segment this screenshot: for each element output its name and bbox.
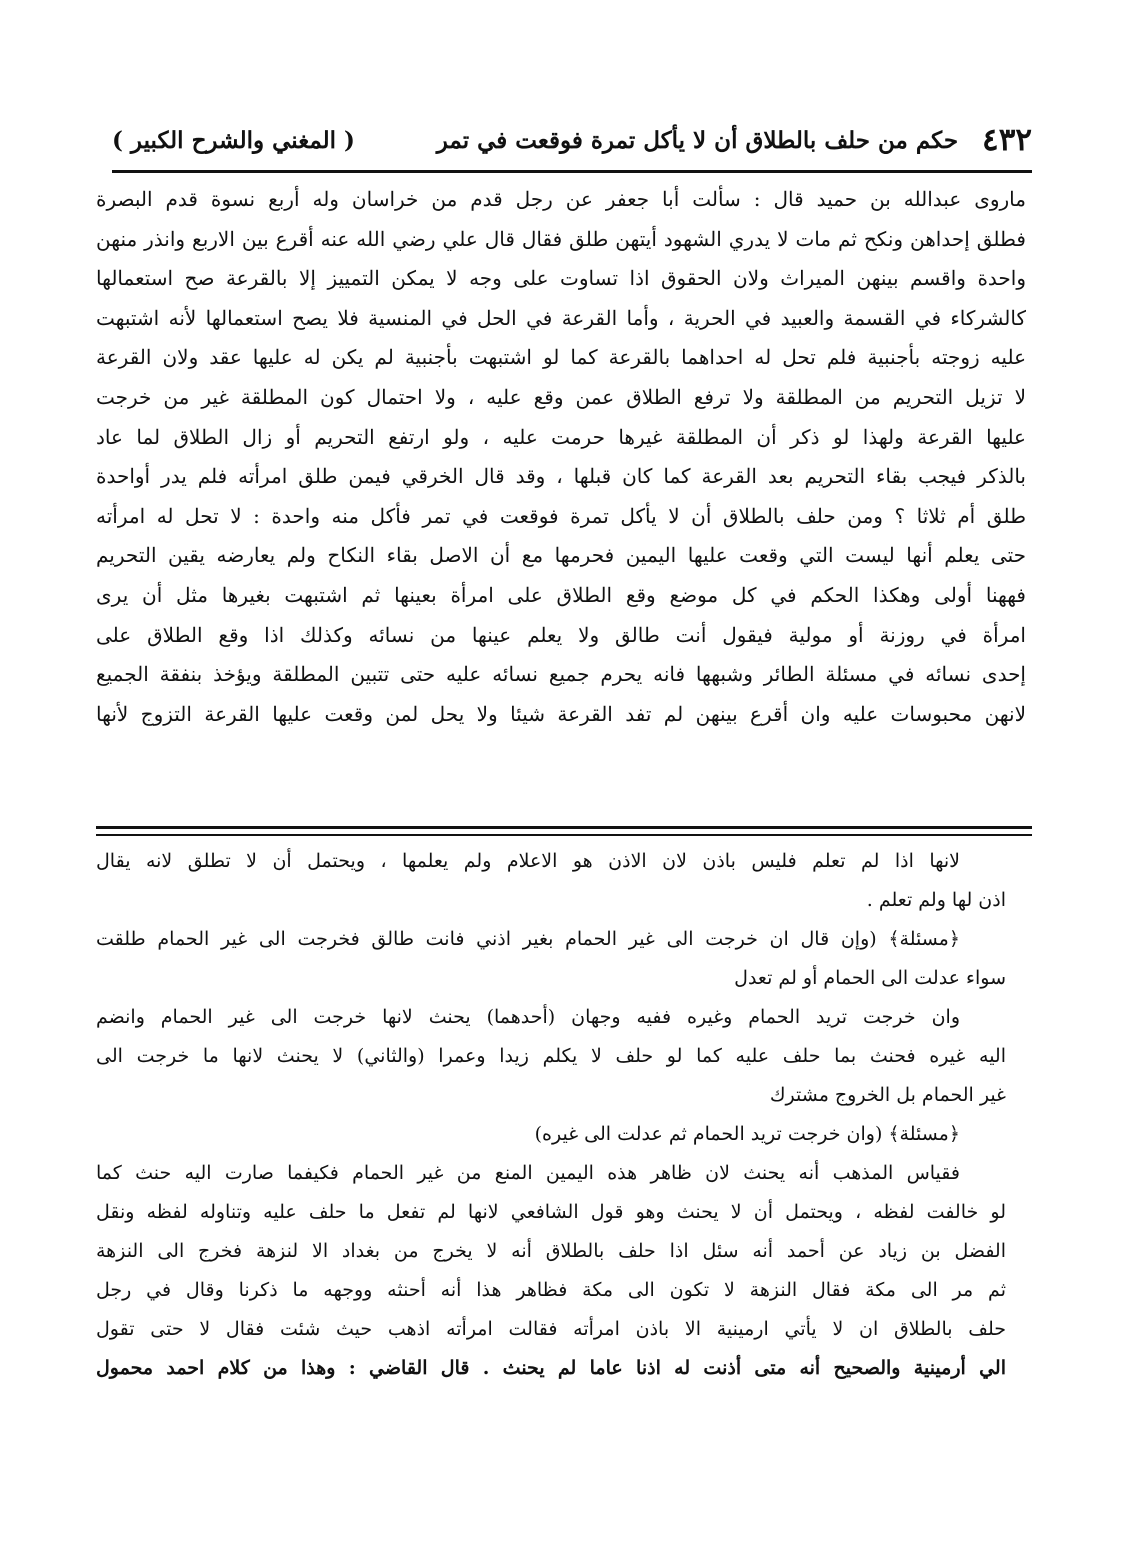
main-line: لا تزيل التحريم من المطلقة ولا ترفع الطلاق عمن وقع عليه ، ولا احتمال كون المطلقة غير من خرجت [96, 384, 1026, 409]
main-line: ماروى عبدالله بن حميد قال : سألت أبا جعفر عن رجل قدم من خراسان وله أربع نسوة قدم البصرة [96, 187, 1026, 211]
commentary-line: اليه غيره فحنث بما حلف عليه كما لو حلف لا يكلم زيدا وعمرا (والثاني) لا يحنث لانها ما خرجت الى [96, 1045, 1006, 1067]
commentary-line: غير الحمام بل الخروج مشترك [769, 1084, 1006, 1106]
header-rule [112, 170, 1032, 173]
running-title: حكم من حلف بالطلاق أن لا يأكل تمرة فوقعت في تمر [436, 126, 959, 154]
commentary-line: الفضل بن زياد عن أحمد أنه سئل اذا حلف بالطلاق أنه لا يخرج من بغداد الا لنزهة فخرج الى النزهة [96, 1240, 1006, 1262]
commentary-line: حلف بالطلاق ان لا يأتي ارمينية الا باذن امرأته فقالت امرأته اذهب حيث شئت فقال لا حتى تقول [96, 1318, 1006, 1340]
main-line: حتى يعلم أنها ليست التي وقعت عليها اليمين فحرمها مع أن الاصل بقاء النكاح ولم يعارضه يقين التحريم [96, 543, 1026, 568]
commentary-line: ﴿مسئلة﴾ (وان خرجت تريد الحمام ثم عدلت الى غيره) [534, 1123, 960, 1145]
commentary-line: لو خالفت لفظه ، ويحتمل أن لا يحنث وهو قول الشافعي لانها لم تفعل ما حلف عليه وتناوله لفظه ونقل [96, 1201, 1006, 1223]
main-line: فطلق إحداهن ونكح ثم مات لا يدري الشهود أيتهن طلق فقال قال علي رضي الله عنه أقرع بين الاربع وانذر منهن [96, 226, 1026, 251]
main-line: كالشركاء في القسمة والعبيد في الحرية ، وأما القرعة في الحل في المنسية فلا يصح استعمالها لأنه اشتبهت [96, 305, 1026, 330]
main-line: فههنا أولى وهكذا الحكم في كل موضع وقع الطلاق على امرأة بعينها ثم اشتبهت بغيرها مثل أن يرى [96, 582, 1026, 607]
commentary-text [96, 842, 1006, 1388]
section-divider [96, 826, 1032, 829]
commentary-line: لانها اذا لم تعلم فليس باذن لان الاذن هو الاعلام ولم يعلمها ، ويحتمل أن لا تطلق لانه يقال [96, 850, 960, 872]
commentary-line: وان خرجت تريد الحمام وغيره ففيه وجهان (أحدهما) يحنث لانها خرجت الى غير الحمام وانضم [96, 1006, 960, 1028]
commentary-line: الي أرمينية والصحيح أنه متى أذنت له اذنا عاما لم يحنث . قال القاضي : وهذا من كلام احمد محمول [96, 1357, 1006, 1379]
page-header [112, 112, 1032, 168]
main-line: إحدى نسائه في مسئلة الطائر وشبهها فانه يحرم جميع نسائه عليه حتى تتبين المطلقة ويؤخذ بنفقة الجميع [96, 662, 1026, 687]
main-line: امرأة في روزنة أو مولية فيقول أنت طالق ولا يعلم عينها من نسائه وكذلك اذا وقع الطلاق على [96, 622, 1026, 647]
page-number: ٤٣٢ [982, 122, 1032, 158]
section-divider-thin [96, 834, 1032, 836]
commentary-line: فقياس المذهب أنه يحنث لان ظاهر هذه اليمين المنع من غير الحمام فكيفما صارت اليه حنث كما [96, 1162, 960, 1184]
main-line: لانهن محبوسات عليه وان أقرع بينهن لم تفد القرعة شيئا ولا يحل لمن وقعت عليها القرعة التزوج لأنها [96, 701, 1026, 726]
main-line: عليه زوجته بأجنبية فلم تحل له احداهما بالقرعة كما لو اشتبهت بأجنبية لم يكن له عليها عقد ولان القرعة [96, 345, 1026, 370]
commentary-line: سواء عدلت الى الحمام أو لم تعدل [734, 967, 1006, 989]
book-title: ( المغني والشرح الكبير ) [112, 126, 355, 154]
main-text [96, 180, 1026, 734]
commentary-line: اذن لها ولم تعلم . [866, 889, 1006, 911]
commentary-line: ﴿مسئلة﴾ (وإن قال ان خرجت الى غير الحمام بغير اذني فانت طالق فخرجت الى غير الحمام طلقت [96, 928, 960, 950]
commentary-line: ثم مر الى مكة فقال النزهة لا تكون الى مكة فظاهر هذا أنه أحنثه ووجهه ما ذكرنا وقال في رجل [96, 1279, 1006, 1301]
main-line: طلق أم ثلاثا ؟ ومن حلف بالطلاق أن لا يأكل تمرة فوقعت في تمر فأكل منه واحدة : لا تحل له امرأته [96, 503, 1026, 528]
main-line: واحدة واقسم بينهن الميراث ولان الحقوق اذا تساوت على وجه لا يمكن التمييز إلا بالقرعة صح استعمالها [96, 266, 1026, 291]
main-line: عليها القرعة ولهذا لو ذكر أن المطلقة غيرها حرمت عليه ، ولو ارتفع التحريم أو زال الطلاق لما عاد [96, 424, 1026, 449]
main-line: بالذكر فيجب بقاء التحريم بعد القرعة كما كان قبلها ، وقد قال الخرقي فيمن طلق امرأته فلم يدر أواحدة [96, 464, 1026, 489]
